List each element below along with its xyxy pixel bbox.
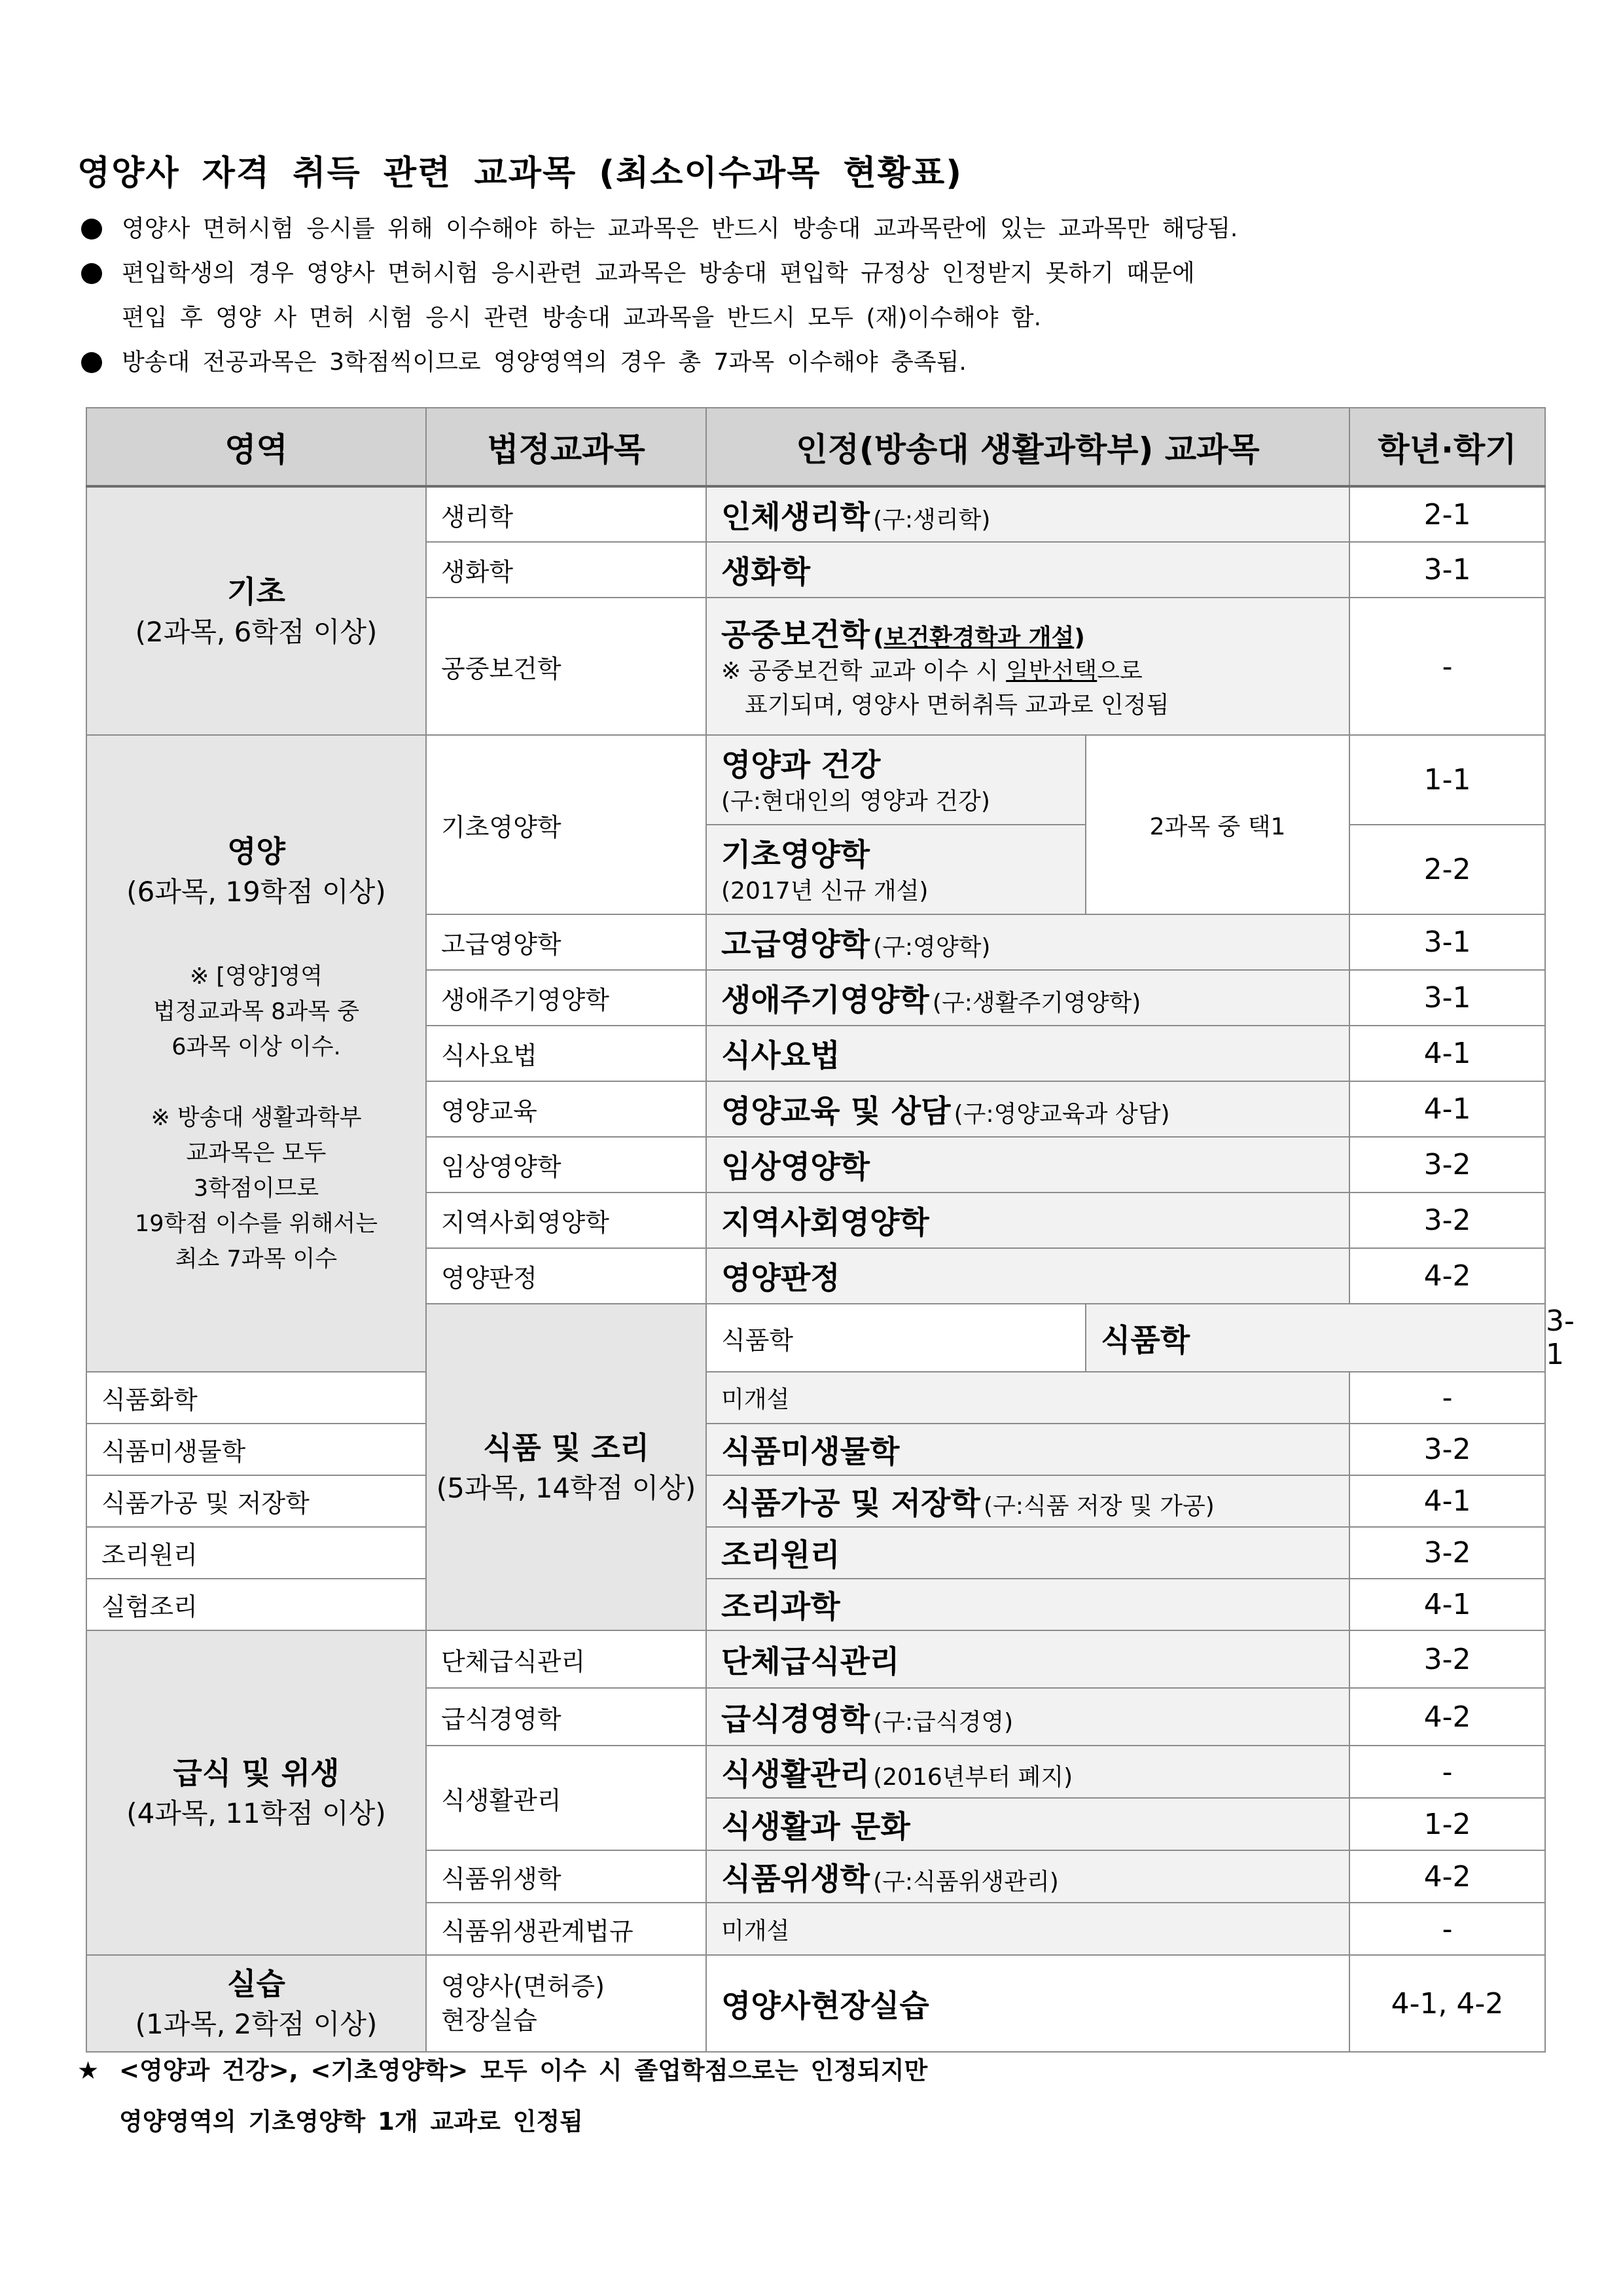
grade-semester: 1-2 [1349,1798,1545,1850]
grade-semester: 3-2 [1349,1193,1545,1248]
recognized-subject [706,598,1349,735]
subject-not-offered: 미개설 [721,1386,790,1413]
notice-text-continued: 편입 후 영양 사 면허 시험 응시 관련 방송대 교과목을 반드시 모두 (재)이수해야 함. [122,304,1042,331]
subject-note: (구:급식경영) [873,1708,1014,1736]
subject-note: (구:생활주기영양학) [932,990,1141,1016]
bullet-icon [81,352,102,373]
legal-subject: 임상영양학 [426,1137,706,1193]
area-note-line: 법정교과목 8과목 중 [153,998,359,1025]
subject-name: 공중보건학 [721,617,870,653]
area-requirement: (1과목, 2학점 이상) [135,2008,378,2040]
recognized-subject [706,486,1349,542]
elective-choice: 2과목 중 택1 [1086,735,1349,914]
legal-subject: 지역사회영양학 [426,1193,706,1248]
legal-subject: 식생활관리 [426,1746,706,1850]
subject-name: 식품위생학 [721,1861,870,1897]
header-grade: 학년·학기 [1349,408,1545,486]
recognized-subject [706,825,1086,914]
grade-semester: 1-1 [1349,735,1545,825]
area-name: 기초 [227,573,285,609]
subject-name: 생화학 [721,554,811,590]
subject-note: (2016년부터 폐지) [873,1763,1073,1791]
table-row [86,1424,1545,1475]
subject-name: 식사요법 [721,1038,840,1074]
recognized-subject [706,1081,1349,1137]
header-legal: 법정교과목 [426,408,706,486]
recognized-subject [706,1026,1349,1081]
subject-note: (구:영양교육과 상담) [954,1101,1170,1128]
recognized-subject [706,1798,1349,1850]
footer-line [77,2045,1582,2096]
legal-subject: 영양판정 [426,1248,706,1304]
recognized-subject [706,1630,1349,1688]
subject-remark-continued: 표기되며, 영양사 면허취득 교과로 인정됨 [745,691,1169,719]
grade-semester: 4-2 [1349,1850,1545,1903]
area-name: 영양 [227,833,285,869]
notice-list [77,207,1582,385]
subject-name: 영양교육 및 상담 [721,1094,951,1130]
table-row [86,735,1545,825]
header-recognized: 인정(방송대 생활과학부) 교과목 [706,408,1349,486]
recognized-subject [706,1137,1349,1193]
grade-semester: 4-1 [1349,1579,1545,1630]
area-name: 실습 [227,1966,285,2001]
grade-semester: - [1349,1746,1545,1798]
area-cell-basic [86,486,426,735]
subject-not-offered: 미개설 [721,1917,790,1945]
legal-subject: 생애주기영양학 [426,970,706,1026]
legal-subject: 단체급식관리 [426,1630,706,1688]
subject-note [873,624,1085,651]
legal-subject [426,1955,706,2052]
table-row [86,1475,1545,1527]
bullet-icon [81,219,102,240]
table-row: 식품 및 조리 (5과목, 14학점 이상) 식품학 식품학 3-1 [86,1304,1545,1372]
recognized-subject [706,1193,1349,1248]
table-row [86,1955,1545,2052]
recognized-subject [706,1850,1349,1903]
legal-subject-line: 현장실습 [441,2006,537,2035]
remark-text: ※ 공중보건학 교과 이수 시 [721,657,1007,685]
recognized-subject [706,914,1349,970]
grade-semester: 4-1, 4-2 [1349,1955,1545,2052]
legal-subject: 조리원리 [86,1527,426,1579]
recognized-subject [706,1248,1349,1304]
legal-subject-line: 영양사(면허증) [441,1972,605,2001]
subject-name: 단체급식관리 [721,1643,900,1680]
footer-note [77,2045,1582,2147]
subject-name: 영양판정 [721,1261,840,1297]
legal-subject: 식품위생관계법규 [426,1903,706,1955]
subject-name: 고급영양학 [721,927,870,963]
subject-remark [721,655,1349,689]
legal-subject: 실험조리 [86,1579,426,1630]
recognized-subject [706,1903,1349,1955]
table-row [86,1527,1545,1579]
recognized-subject [706,1372,1349,1424]
grade-semester: 4-2 [1349,1248,1545,1304]
recognized-subject [706,970,1349,1026]
subject-name: 생애주기영양학 [721,982,929,1018]
area-requirement: (5과목, 14학점 이상) [436,1471,696,1504]
footer-text: <영양과 건강>, <기초영양학> 모두 이수 시 졸업학점으로는 인정되지만 [119,2056,928,2085]
recognized-subject [706,1579,1349,1630]
area-cell-food [426,1304,706,1630]
footer-text: 영양영역의 기초영양학 1개 교과로 인정됨 [119,2108,583,2136]
area-note-line: 19학점 이수를 위해서는 [134,1210,378,1237]
legal-subject: 식품화학 [86,1372,426,1424]
notice-text: 영양사 면허시험 응시를 위해 이수해야 하는 교과목은 반드시 방송대 교과목란에 있는 교과목만 해당됨. [122,215,1238,242]
recognized-subject [1086,1304,1545,1372]
offering-department: 보건환경학과 개설 [883,624,1075,651]
grade-semester: 3-1 [1349,542,1545,598]
course-table [86,407,1575,2053]
table-row [86,486,1545,542]
grade-semester: 4-1 [1349,1475,1545,1527]
grade-semester: - [1349,598,1545,735]
subject-name: 인체생리학 [721,499,870,535]
grade-semester: - [1349,1372,1545,1424]
subject-name: 조리과학 [721,1589,840,1625]
grade-semester: 4-1 [1349,1026,1545,1081]
subject-note: (구:식품 저장 및 가공) [984,1493,1215,1520]
recognized-subject [706,1955,1349,2052]
header-area: 영역 [86,408,426,486]
remark-underlined: 일반선택 [1006,657,1097,685]
subject-name: 식품미생물학 [721,1434,900,1470]
paren-close: ) [1074,624,1085,651]
legal-subject: 식품가공 및 저장학 [86,1475,426,1527]
grade-semester: 3-2 [1349,1424,1545,1475]
area-notes [87,959,425,1277]
subject-note: (구:식품위생관리) [873,1868,1059,1895]
notice-text: 편입학생의 경우 영양사 면허시험 응시관련 교과목은 방송대 편입학 규정상 인정받지 못하기 때문에 [122,260,1195,287]
page-title: 영양사 자격 취득 관련 교과목 (최소이수과목 현황표) [77,154,963,193]
grade-semester: 3-1 [1349,914,1545,970]
legal-subject: 식품위생학 [426,1850,706,1903]
legal-subject: 식사요법 [426,1026,706,1081]
star-icon: ★ [77,2056,99,2085]
legal-subject: 식품미생물학 [86,1424,426,1475]
area-cell-catering [86,1630,426,1955]
grade-semester: 3-1 [1349,970,1545,1026]
subject-note: (구:생리학) [873,506,991,533]
recognized-subject [706,1688,1349,1746]
area-cell-nutrition [86,735,426,1372]
recognized-subject [706,735,1086,825]
notice-item [77,251,1582,340]
recognized-subject [706,1746,1349,1798]
subject-note: (구:영양학) [873,934,991,961]
notice-item [77,207,1582,251]
subject-name: 식품학 [1101,1322,1190,1359]
subject-name: 조리원리 [721,1537,840,1573]
area-name: 식품 및 조리 [482,1429,650,1465]
subject-name: 영양사현장실습 [721,1988,929,2024]
legal-subject: 생화학 [426,542,706,598]
legal-subject: 공중보건학 [426,598,706,735]
area-requirement: (6과목, 19학점 이상) [126,875,386,908]
notice-text: 방송대 전공과목은 3학점씩이므로 영양영역의 경우 총 7과목 이수해야 충족됨. [122,349,967,376]
legal-subject: 영양교육 [426,1081,706,1137]
subject-name: 지역사회영양학 [721,1205,929,1241]
subject-name: 식생활관리 [721,1756,870,1793]
area-requirement: (4과목, 11학점 이상) [126,1797,386,1829]
area-cell-practice [86,1955,426,2052]
table-header-row [86,408,1545,486]
legal-subject: 기초영양학 [426,735,706,914]
table-row [86,1630,1545,1688]
area-note-line: 교과목은 모두 [186,1139,327,1166]
area-name: 급식 및 위생 [173,1755,340,1791]
legal-subject: 식품학 [706,1304,1086,1372]
grade-semester: 3-2 [1349,1527,1545,1579]
grade-semester: 2-2 [1349,825,1545,914]
grade-semester: 4-1 [1349,1081,1545,1137]
subject-name: 임상영양학 [721,1149,870,1185]
paren-open: ( [873,624,884,651]
recognized-subject [706,1527,1349,1579]
notice-item [77,340,1582,385]
subject-note: (구:현대인의 영양과 건강) [721,788,990,815]
recognized-subject [706,542,1349,598]
area-note-line: 최소 7과목 이수 [175,1246,338,1272]
remark-text: 으로 [1097,657,1143,685]
table-row [86,1579,1545,1630]
subject-name: 기초영양학 [721,837,870,873]
area-note-line: ※ [영양]영역 [189,963,323,990]
area-note-line: 6과목 이상 이수. [171,1033,341,1060]
subject-note: (2017년 신규 개설) [721,878,929,905]
grade-semester: 2-1 [1349,486,1545,542]
area-requirement: (2과목, 6학점 이상) [135,615,378,648]
area-note-line: 3학점이므로 [193,1175,319,1202]
table-row [86,1372,1545,1424]
area-note-line: ※ 방송대 생활과학부 [151,1104,362,1131]
legal-subject: 생리학 [426,486,706,542]
recognized-subject [706,1424,1349,1475]
bullet-icon [81,263,102,284]
subject-name: 식품가공 및 저장학 [721,1486,980,1522]
legal-subject: 고급영양학 [426,914,706,970]
grade-semester: 3-2 [1349,1137,1545,1193]
subject-name: 급식경영학 [721,1701,870,1738]
subject-name: 식생활과 문화 [721,1808,910,1845]
grade-semester: - [1349,1903,1545,1955]
legal-subject: 급식경영학 [426,1688,706,1746]
footer-line [77,2096,1582,2147]
grade-semester: 3-2 [1349,1630,1545,1688]
recognized-subject [706,1475,1349,1527]
subject-name: 영양과 건강 [721,747,881,783]
grade-semester: 4-2 [1349,1688,1545,1746]
